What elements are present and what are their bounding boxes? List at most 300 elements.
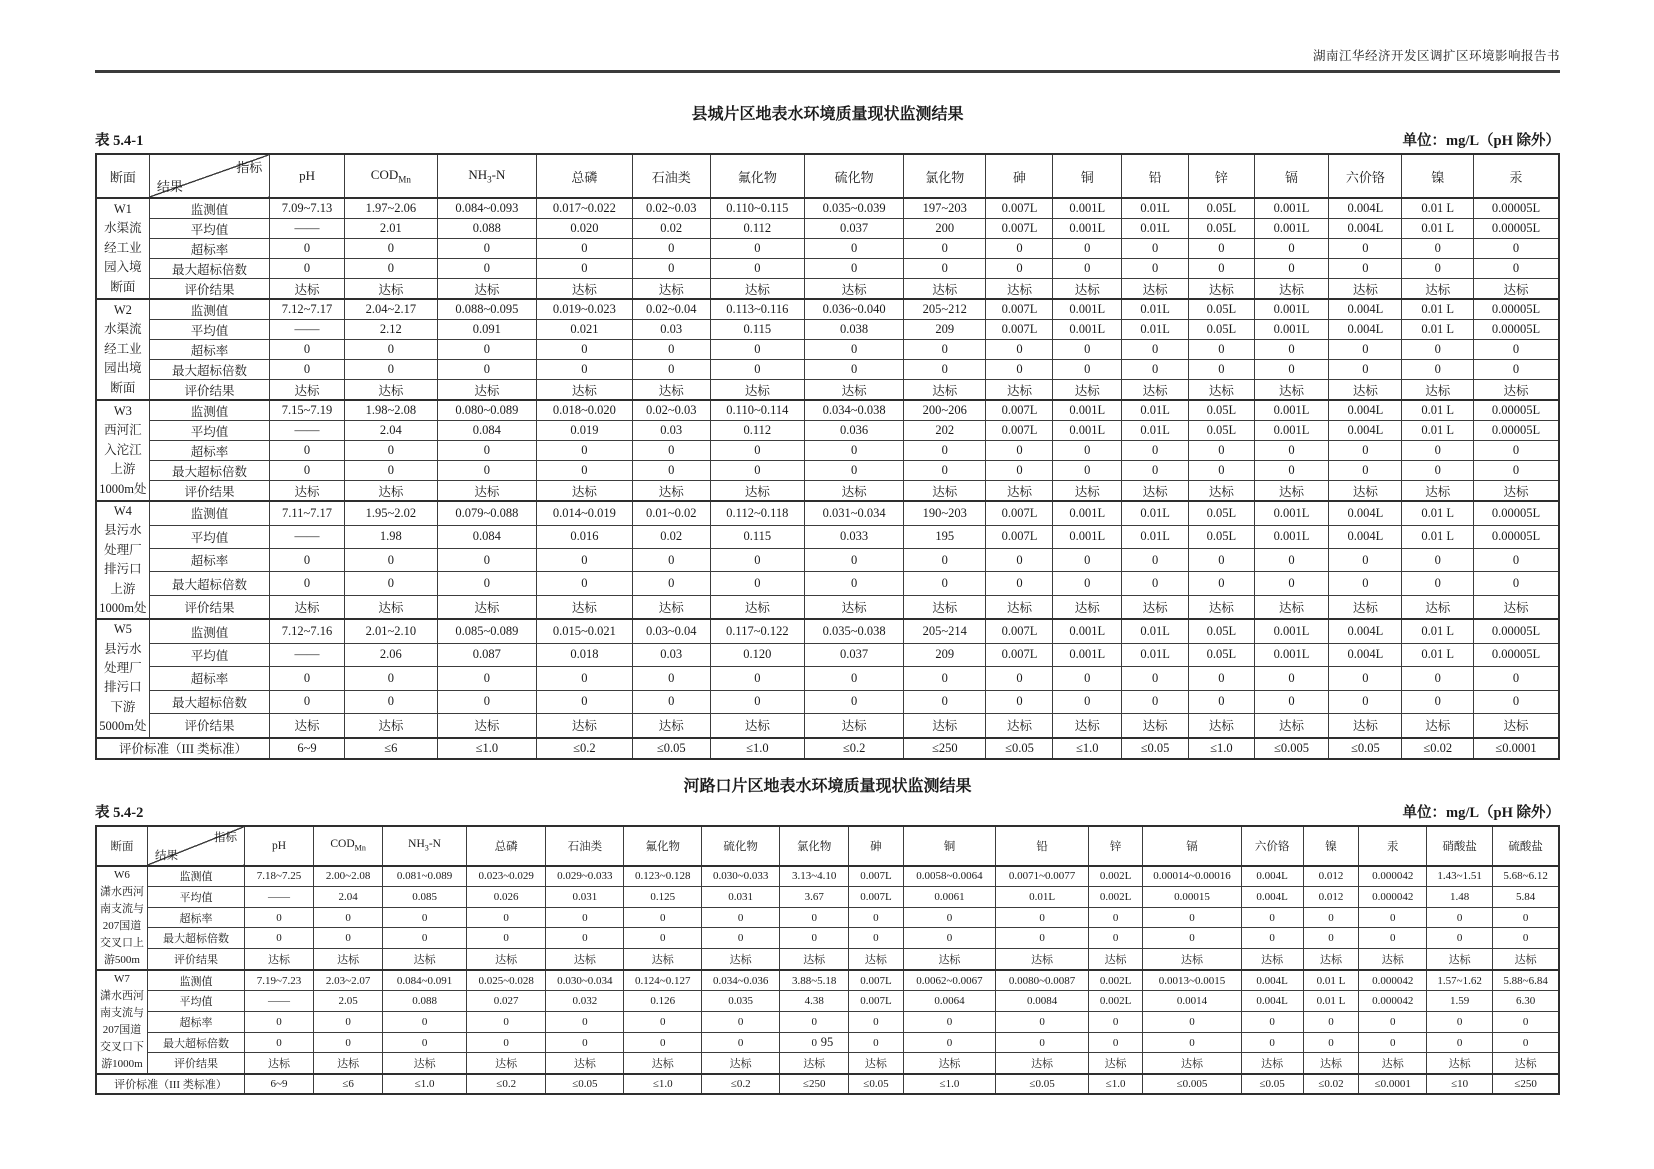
cell-value: 达标 [780, 1053, 849, 1074]
column-header: 硝酸盐 [1427, 826, 1493, 866]
cell-value: 0 [996, 907, 1089, 928]
cell-value: 0.036~0.040 [805, 299, 904, 320]
cell-value: 2.04 [314, 887, 383, 908]
cell-value: 0.110~0.115 [710, 198, 804, 219]
cell-value: 0 [1241, 907, 1303, 928]
section-label [96, 619, 149, 737]
cell-value: 0.004L [1241, 991, 1303, 1012]
cell-value: 0 [1122, 340, 1189, 360]
column-header: 镉 [1254, 154, 1329, 198]
cell-value: 0 [1402, 340, 1474, 360]
cell-value: 0 [536, 441, 632, 461]
cell-value: 0 [904, 461, 986, 481]
cell-value: 0.007L [986, 421, 1053, 441]
cell-value: 0 [466, 1012, 545, 1033]
monitoring-table-helukou [95, 825, 1560, 1096]
cell-value: 0 [996, 1032, 1089, 1053]
cell-value: 0.01L [996, 887, 1089, 908]
cell-value: 0.007L [986, 400, 1053, 421]
cell-value: 达标 [536, 713, 632, 737]
column-header: $COD_{Mn}$ [344, 154, 437, 198]
cell-value: 0 [986, 239, 1053, 259]
cell-value: 0 [1474, 461, 1559, 481]
cell-value: 0 [1053, 548, 1122, 571]
cell-value: 0 [1189, 239, 1255, 259]
section-id: W1 [113, 202, 132, 217]
section-id: W7 [114, 972, 130, 985]
cell-value: 达标 [1427, 1053, 1493, 1074]
cell-value: 0 [632, 690, 710, 713]
cell-value: 0.016 [536, 525, 632, 548]
cell-value: 0 [1053, 259, 1122, 279]
cell-value: 0.03 [632, 421, 710, 441]
column-header: 六价铬 [1329, 154, 1402, 198]
cell-value: 达标 [996, 1053, 1089, 1074]
cell-value: 0 [1053, 667, 1122, 690]
row-label: 超标率 [149, 441, 269, 461]
cell-value: 0.032 [546, 991, 624, 1012]
cell-value: 0 [1427, 1032, 1493, 1053]
cell-value: 0.015~0.021 [536, 619, 632, 643]
cell-value: 0.001L [1053, 299, 1122, 320]
row-label: 监测值 [149, 299, 269, 320]
cell-value: 0.113~0.116 [710, 299, 804, 320]
cell-value: 0.0013~0.0015 [1143, 970, 1242, 991]
cell-value: 0 [904, 441, 986, 461]
cell-value: 0 [710, 360, 804, 380]
cell-value: 205~212 [904, 299, 986, 320]
cell-value: 0 [1402, 239, 1474, 259]
cell-value: 0 [632, 360, 710, 380]
cell-value: 0 [986, 667, 1053, 690]
cell-value: 0.027 [466, 991, 545, 1012]
cell-value: 0.115 [710, 525, 804, 548]
cell-value: 0.029~0.033 [546, 866, 624, 887]
cell-value: 0 [1329, 441, 1402, 461]
standard-value: ≤0.005 [1143, 1074, 1242, 1094]
cell-value: 0 [536, 548, 632, 571]
cell-value: 0 [437, 667, 536, 690]
cell-value: 0.001L [1053, 501, 1122, 525]
column-header: 氟化物 [710, 154, 804, 198]
cell-value: 达标 [437, 713, 536, 737]
cell-value: 0.0084 [996, 991, 1089, 1012]
cell-value: 0.001L [1254, 299, 1329, 320]
row-label: 评价结果 [149, 481, 269, 502]
cell-value: 0.088 [383, 991, 467, 1012]
column-header: 镍 [1303, 826, 1359, 866]
cell-value: 达标 [986, 279, 1053, 300]
cell-value: 0.081~0.089 [383, 866, 467, 887]
cell-value: 0.001L [1053, 643, 1122, 666]
cell-value: 达标 [1329, 595, 1402, 619]
cell-value: 0 [270, 360, 345, 380]
row-label: 监测值 [147, 866, 244, 887]
row-label: 最大超标倍数 [149, 461, 269, 481]
cell-value: 达标 [383, 1053, 467, 1074]
cell-value: 0.02 [632, 219, 710, 239]
cell-value: 0.03 [632, 320, 710, 340]
row-label: 评价结果 [147, 949, 244, 970]
standard-value: ≤6 [314, 1074, 383, 1094]
section-id: W4 [113, 504, 132, 518]
cell-value: 0.00005L [1474, 299, 1559, 320]
cell-value: 0 [624, 1032, 702, 1053]
cell-value: 0.084 [437, 525, 536, 548]
cell-value: 达标 [1122, 279, 1189, 300]
cell-value: 0 [1474, 441, 1559, 461]
cell-value: 达标 [632, 380, 710, 401]
cell-value: 0.126 [624, 991, 702, 1012]
cell-value: 0 [270, 441, 345, 461]
cell-value: 达标 [1254, 713, 1329, 737]
cell-value: 0 [805, 259, 904, 279]
cell-value: 0 [1427, 1012, 1493, 1033]
cell-value: 200~206 [904, 400, 986, 421]
cell-value: 1.98 [344, 525, 437, 548]
cell-value: 4.38 [780, 991, 849, 1012]
cell-value: 达标 [1189, 481, 1255, 502]
cell-value: 2.01~2.10 [344, 619, 437, 643]
cell-value: 0 [344, 461, 437, 481]
column-header: 硫酸盐 [1493, 826, 1559, 866]
cell-value: 达标 [1053, 595, 1122, 619]
cell-value: 0 [1053, 360, 1122, 380]
cell-value: 达标 [1303, 1053, 1359, 1074]
cell-value: 0.021 [536, 320, 632, 340]
cell-value: 0 [314, 928, 383, 949]
cell-value: —— [270, 643, 345, 666]
cell-value: 0.02~0.03 [632, 198, 710, 219]
cell-value: 达标 [270, 713, 345, 737]
cell-value: 5.88~6.84 [1493, 970, 1559, 991]
row-label: 超标率 [149, 340, 269, 360]
cell-value: 0.001L [1053, 525, 1122, 548]
cell-value: 0.0080~0.0087 [996, 970, 1089, 991]
cell-value: 达标 [344, 595, 437, 619]
cell-value: 0.01L [1122, 320, 1189, 340]
row-label: 评价结果 [147, 1053, 244, 1074]
row-label: 最大超标倍数 [149, 690, 269, 713]
cell-value: 0 [710, 441, 804, 461]
cell-value: 0 [624, 1012, 702, 1033]
cell-value: 2.12 [344, 320, 437, 340]
cell-value: 0 [710, 690, 804, 713]
cell-value: 197~203 [904, 198, 986, 219]
cell-value: 0.0062~0.0067 [903, 970, 996, 991]
row-label: 平均值 [147, 991, 244, 1012]
cell-value: 0 [466, 928, 545, 949]
cell-value: 0.001L [1254, 219, 1329, 239]
cell-value: 0.01L [1122, 421, 1189, 441]
standard-value: ≤0.05 [632, 738, 710, 759]
cell-value: 达标 [1241, 1053, 1303, 1074]
cell-value: 2.00~2.08 [314, 866, 383, 887]
cell-value: 0.123~0.128 [624, 866, 702, 887]
cell-value: 0 [1427, 928, 1493, 949]
cell-value: 达标 [546, 1053, 624, 1074]
cell-value: 0 [780, 907, 849, 928]
cell-value: 0 [244, 1012, 313, 1033]
cell-value: 达标 [344, 481, 437, 502]
cell-value: 0.023~0.029 [466, 866, 545, 887]
cell-value: 0 [986, 441, 1053, 461]
cell-value: 0 [1189, 340, 1255, 360]
cell-value: 0 [996, 1012, 1089, 1033]
cell-value: 0.080~0.089 [437, 400, 536, 421]
cell-value: 0.01 L [1402, 525, 1474, 548]
cell-value: 达标 [710, 380, 804, 401]
cell-value: 达标 [536, 595, 632, 619]
cell-value: 0 [437, 259, 536, 279]
cell-value: 0 [1427, 907, 1493, 928]
cell-value: 0.085~0.089 [437, 619, 536, 643]
cell-value: 0.087 [437, 643, 536, 666]
cell-value: 达标 [780, 949, 849, 970]
cell-value: 0.05L [1189, 421, 1255, 441]
cell-value: 0 [1241, 928, 1303, 949]
cell-value: 达标 [986, 713, 1053, 737]
standard-value: ≤1.0 [1053, 738, 1122, 759]
cell-value: 0.05L [1189, 501, 1255, 525]
cell-value: 2.01 [344, 219, 437, 239]
cell-value: 1.95~2.02 [344, 501, 437, 525]
cell-value: 0 [632, 259, 710, 279]
cell-value: 0 [1329, 667, 1402, 690]
cell-value: 0.088~0.095 [437, 299, 536, 320]
cell-value: 达标 [904, 713, 986, 737]
cell-value: —— [270, 421, 345, 441]
standard-value: ≤0.05 [1122, 738, 1189, 759]
cell-value: 0 [1122, 667, 1189, 690]
row-label: 超标率 [149, 667, 269, 690]
cell-value: 0.00005L [1474, 421, 1559, 441]
column-header: 硫化物 [702, 826, 780, 866]
cell-value: 7.09~7.13 [270, 198, 345, 219]
cell-value: 0.000042 [1359, 991, 1427, 1012]
row-label: 平均值 [147, 887, 244, 908]
corner-indicator-result-cell [147, 826, 244, 866]
cell-value: 0 [996, 928, 1089, 949]
standard-value: ≤0.2 [805, 738, 904, 759]
cell-value: 0.030~0.034 [546, 970, 624, 991]
cell-value: 0 [710, 572, 804, 595]
cell-value: 0.084~0.091 [383, 970, 467, 991]
cell-value: 达标 [996, 949, 1089, 970]
cell-value: 0 [1088, 907, 1142, 928]
cell-value: 0 [805, 667, 904, 690]
cell-value: 0 [904, 572, 986, 595]
cell-value: 0 [1474, 259, 1559, 279]
standard-value: ≤0.02 [1303, 1074, 1359, 1094]
row-label: 超标率 [149, 239, 269, 259]
column-header-section: 断面 [96, 826, 147, 866]
cell-value: 0 [466, 907, 545, 928]
cell-value: 0 [1254, 667, 1329, 690]
cell-value: 0.112 [710, 219, 804, 239]
cell-value: 0.01L [1122, 643, 1189, 666]
cell-value: 0.0014 [1143, 991, 1242, 1012]
cell-value: 0 [849, 1012, 903, 1033]
cell-value: 5.68~6.12 [1493, 866, 1559, 887]
cell-value: 0 [466, 1032, 545, 1053]
cell-value: 0.085 [383, 887, 467, 908]
cell-value: 0 [986, 548, 1053, 571]
standard-value: ≤0.05 [986, 738, 1053, 759]
cell-value: 0 [624, 928, 702, 949]
cell-value: 0 [344, 340, 437, 360]
cell-value: 0 [710, 548, 804, 571]
cell-value: 0 [904, 690, 986, 713]
cell-value: 达标 [1474, 380, 1559, 401]
cell-value: 达标 [1493, 1053, 1559, 1074]
cell-value: 0 [849, 1032, 903, 1053]
cell-value: 0 [1122, 239, 1189, 259]
cell-value: 0 [1329, 572, 1402, 595]
cell-value: 0.007L [986, 643, 1053, 666]
cell-value: 达标 [1189, 595, 1255, 619]
cell-value: 3.13~4.10 [780, 866, 849, 887]
cell-value: 0 [344, 690, 437, 713]
cell-value: 达标 [1122, 713, 1189, 737]
cell-value: 0.03 [632, 643, 710, 666]
cell-value: 0 [1189, 572, 1255, 595]
cell-value: 0 [1189, 360, 1255, 380]
row-label: 评价结果 [149, 279, 269, 300]
cell-value: 达标 [805, 481, 904, 502]
cell-value: 0 [632, 441, 710, 461]
section-id: W2 [113, 303, 132, 318]
standard-value: ≤0.2 [702, 1074, 780, 1094]
cell-value: —— [270, 525, 345, 548]
cell-value: 0 [780, 928, 849, 949]
cell-value: 0.019~0.023 [536, 299, 632, 320]
cell-value: 0 [1053, 239, 1122, 259]
cell-value: 2.04 [344, 421, 437, 441]
cell-value: 0 [1189, 690, 1255, 713]
cell-value: 0.000042 [1359, 866, 1427, 887]
cell-value: 1.43~1.51 [1427, 866, 1493, 887]
cell-value: 0.05L [1189, 643, 1255, 666]
table2-caption: 表 5.4-2 [95, 804, 144, 821]
cell-value: 0 [1122, 548, 1189, 571]
cell-value: 0 [1241, 1012, 1303, 1033]
cell-value: 达标 [986, 380, 1053, 401]
cell-value: 0 [1402, 690, 1474, 713]
cell-value: 达标 [1053, 481, 1122, 502]
standard-value: ≤1.0 [903, 1074, 996, 1094]
row-label: 平均值 [149, 525, 269, 548]
cell-value: 0.007L [849, 887, 903, 908]
column-header: 铜 [1053, 154, 1122, 198]
cell-value: 0 [805, 690, 904, 713]
cell-value: 0 [1474, 360, 1559, 380]
cell-value: 0 [1254, 360, 1329, 380]
cell-value: 0.020 [536, 219, 632, 239]
cell-value: 0 [536, 572, 632, 595]
cell-value: 0.004L [1241, 866, 1303, 887]
row-label: 最大超标倍数 [147, 928, 244, 949]
cell-value: 195 [904, 525, 986, 548]
cell-value: 0.00005L [1474, 643, 1559, 666]
cell-value: 0 [1143, 928, 1242, 949]
cell-value: 0 [314, 1032, 383, 1053]
cell-value: 达标 [270, 380, 345, 401]
cell-value: 达标 [1474, 279, 1559, 300]
cell-value: 0 [1329, 548, 1402, 571]
cell-value: 0.115 [710, 320, 804, 340]
cell-value: 0.031 [546, 887, 624, 908]
cell-value: 0 [437, 360, 536, 380]
cell-value: 达标 [383, 949, 467, 970]
cell-value: 达标 [344, 713, 437, 737]
cell-value: 0.01 L [1402, 320, 1474, 340]
cell-value: 达标 [536, 279, 632, 300]
cell-value: 0.01 L [1303, 991, 1359, 1012]
cell-value: 达标 [624, 1053, 702, 1074]
cell-value: 0.05L [1189, 525, 1255, 548]
standard-value: ≤6 [344, 738, 437, 759]
cell-value: 0 [383, 1012, 467, 1033]
cell-value: 0 [437, 239, 536, 259]
cell-value: 205~214 [904, 619, 986, 643]
cell-value: 0.001L [1053, 320, 1122, 340]
cell-value: 达标 [1122, 380, 1189, 401]
cell-value: 0.00015 [1143, 887, 1242, 908]
cell-value: 0 [702, 1012, 780, 1033]
cell-value: 0 [1493, 907, 1559, 928]
cell-value: 0 [437, 548, 536, 571]
cell-value: 0 [1474, 548, 1559, 571]
cell-value: 0.091 [437, 320, 536, 340]
cell-value: 0.004L [1329, 619, 1402, 643]
section-description: 县污水处理厂排污口上游1000m处 [99, 523, 147, 615]
standard-value: ≤0.2 [536, 738, 632, 759]
cell-value: 0.007L [986, 525, 1053, 548]
cell-value: 0 [536, 461, 632, 481]
section-description: 县污水处理厂排污口下游5000m处 [99, 641, 147, 734]
section-label [96, 501, 149, 619]
cell-value: 达标 [1329, 279, 1402, 300]
cell-value: 0 [1359, 928, 1427, 949]
cell-value: 0.004L [1241, 887, 1303, 908]
cell-value: 0.000042 [1359, 970, 1427, 991]
cell-value: 0.01 L [1303, 970, 1359, 991]
standard-row-label: 评价标准（III 类标准） [96, 738, 270, 759]
cell-value: 0 [1053, 572, 1122, 595]
cell-value: 0 [986, 259, 1053, 279]
cell-value: 0 [1303, 1012, 1359, 1033]
section-id: W3 [113, 404, 132, 419]
cell-value: 0.001L [1254, 421, 1329, 441]
cell-value: 0 [1493, 928, 1559, 949]
standard-row-label: 评价标准（III 类标准） [96, 1074, 244, 1094]
cell-value: 达标 [314, 949, 383, 970]
cell-value: 0.019 [536, 421, 632, 441]
cell-value: 0.001L [1053, 619, 1122, 643]
cell-value: 0.110~0.114 [710, 400, 804, 421]
row-label: 超标率 [147, 1012, 244, 1033]
cell-value: 0 [805, 572, 904, 595]
cell-value: 0.002L [1088, 887, 1142, 908]
cell-value: 0 [1053, 690, 1122, 713]
cell-value: 7.15~7.19 [270, 400, 345, 421]
cell-value: 达标 [1189, 380, 1255, 401]
cell-value: 达标 [632, 713, 710, 737]
cell-value: 0 [1122, 572, 1189, 595]
column-header: 硫化物 [805, 154, 904, 198]
cell-value: 0 [1402, 441, 1474, 461]
